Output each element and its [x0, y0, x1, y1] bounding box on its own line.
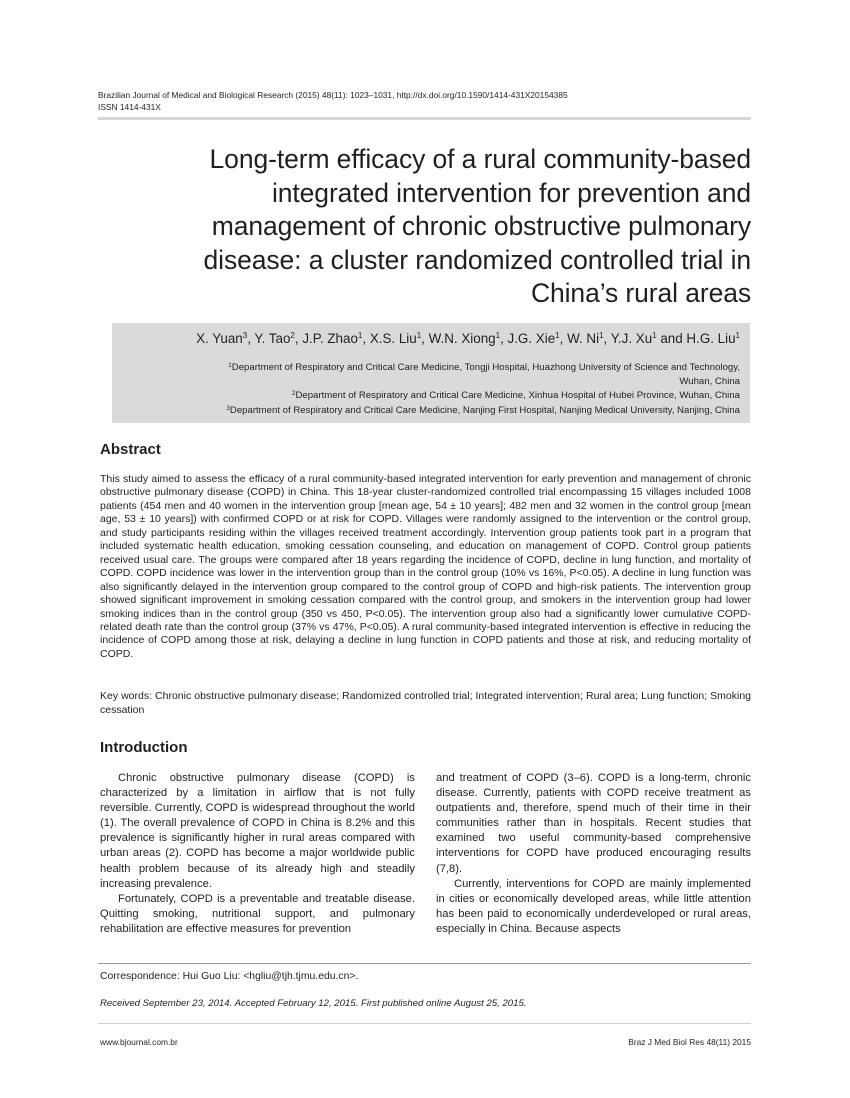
paragraph: and treatment of COPD (3–6). COPD is a long-term, chronic disease. Currently, patients with COPD receive treatment as outpatients and, therefore, spend much of their time in their communities rather than in hospitals. Recent studies that examined two useful community-based comprehensive interventions for COPD have produced encouraging results (7,8).	[436, 772, 751, 875]
author: J.G. Xie$^1$,	[507, 331, 568, 346]
title-line: disease: a cluster randomized controlled trial in	[203, 244, 751, 275]
author: Y.J. Xu$^1$ and	[610, 331, 687, 346]
intro-left-column	[100, 771, 415, 937]
intro-right-column	[436, 771, 751, 937]
article-title	[150, 143, 751, 311]
paragraph: Fortunately, COPD is a preventable and treatable disease. Quitting smoking, nutritional support, and pulmonary rehabilitation are effective measures for prevention	[100, 892, 415, 935]
introduction-heading: Introduction	[100, 739, 188, 756]
received-dates: Received September 23, 2014. Accepted February 12, 2015. First published online August 25, 2015.	[100, 998, 527, 1009]
abstract-text: This study aimed to assess the efficacy of a rural community-based integrated intervention for early prevention and management of chronic obstructive pulmonary disease (COPD) in China. This 18-year cluster-randomized controlled trial encompassing 15 villages included 1008 patients (454 men and 40 women in the intervention group [mean age, 54 ± 10 years]; 482 men and 32 women in the control group [mean age, 53 ± 10 years]) with confirmed COPD or at risk for COPD. Villages were randomly assigned to the intervention or the control group, and study participants residing within the villages received treatment accordingly. Intervention group patients took part in a program that included systematic health education, smoking cessation counseling, and education on management of COPD. Control group patients received usual care. The groups were compared after 18 years regarding the incidence of COPD, decline in lung function, and mortality of COPD. COPD incidence was lower in the intervention group than in the control group (10% vs 16%, P<0.05). A decline in lung function was also significantly delayed in the intervention group compared to the control group of COPD and high-risk patients. The intervention group showed significant improvement in smoking cessation compared with the control group, and smokers in the intervention group had lower smoking indices than in the control group (350 vs 450, P<0.05). The intervention group also had a significantly lower cumulative COPD-related death rate than the control group (37% vs 47%, P<0.05). A rural community-based integrated intervention is effective in reducing the incidence of COPD among those at risk, delaying a decline in lung function in COPD patients and those at risk, and reducing mortality of COPD.	[100, 473, 751, 660]
journal-header	[98, 89, 568, 113]
author: H.G. Liu$^1$	[686, 331, 740, 346]
paragraph: Chronic obstructive pulmonary disease (COPD) is characterized by a limitation in airflow that is not fully reversible. Currently, COPD is widespread throughout the world (1). The overall prevalence of COPD in China is 8.2% and this prevalence is significantly higher in rural areas compared with urban areas (2). COPD has become a major worldwide public health problem because of its already high and steadily increasing prevalence.	[100, 772, 415, 890]
affiliations	[112, 361, 740, 418]
keywords: Key words: Chronic obstructive pulmonary disease; Randomized controlled trial; Integrated intervention; Rural area; Lung function; Smoking cessation	[100, 690, 751, 716]
journal-website[interactable]: www.bjournal.com.br	[100, 1037, 178, 1047]
correspondence: Correspondence: Hui Guo Liu: <hgliu@tjh.tjmu.edu.cn>.	[100, 971, 359, 982]
abstract-heading: Abstract	[100, 441, 161, 458]
affiliation: $^3$Department of Respiratory and Critical Care Medicine, Nanjing First Hospital, Nanjing Medical University, Nanjing, China	[226, 404, 740, 416]
author: Y. Tao$^2$,	[254, 331, 303, 346]
footnote-divider	[98, 963, 751, 964]
author: X. Yuan$^3$,	[196, 331, 255, 346]
journal-citation: Brazilian Journal of Medical and Biological Research (2015) 48(11): 1023–1031, http://dx.doi.org/10.1590/1414-431X20154385	[98, 90, 568, 100]
title-line: Long-term efficacy of a rural community-based	[209, 144, 751, 174]
author: W. Ni$^1$,	[567, 331, 611, 346]
title-line: management of chronic obstructive pulmonary	[211, 211, 751, 242]
paragraph: Currently, interventions for COPD are mainly implemented in cities or economically developed areas, while little attention has been paid to economically underdeveloped or rural areas, especially in China. Because aspects	[436, 877, 751, 935]
title-line: integrated intervention for prevention and	[271, 177, 751, 208]
affiliation: Wuhan, China	[679, 376, 740, 388]
footer-divider	[98, 1023, 751, 1024]
author: W.N. Xiong$^1$,	[428, 331, 508, 346]
issn: ISSN 1414-431X	[98, 102, 161, 112]
author-list	[112, 330, 740, 348]
author: X.S. Liu$^1$,	[369, 331, 429, 346]
title-line: China’s rural areas	[530, 278, 751, 309]
affiliation: $^1$Department of Respiratory and Critical Care Medicine, Tongji Hospital, Huazhong University of Science and Technology,	[228, 362, 740, 373]
author: J.P. Zhao$^1$,	[302, 331, 370, 346]
affiliation: $^2$Department of Respiratory and Critical Care Medicine, Xinhua Hospital of Hubei Province, Wuhan, China	[291, 390, 740, 402]
journal-reference: Braz J Med Biol Res 48(11) 2015	[628, 1037, 751, 1047]
header-divider	[98, 117, 751, 120]
